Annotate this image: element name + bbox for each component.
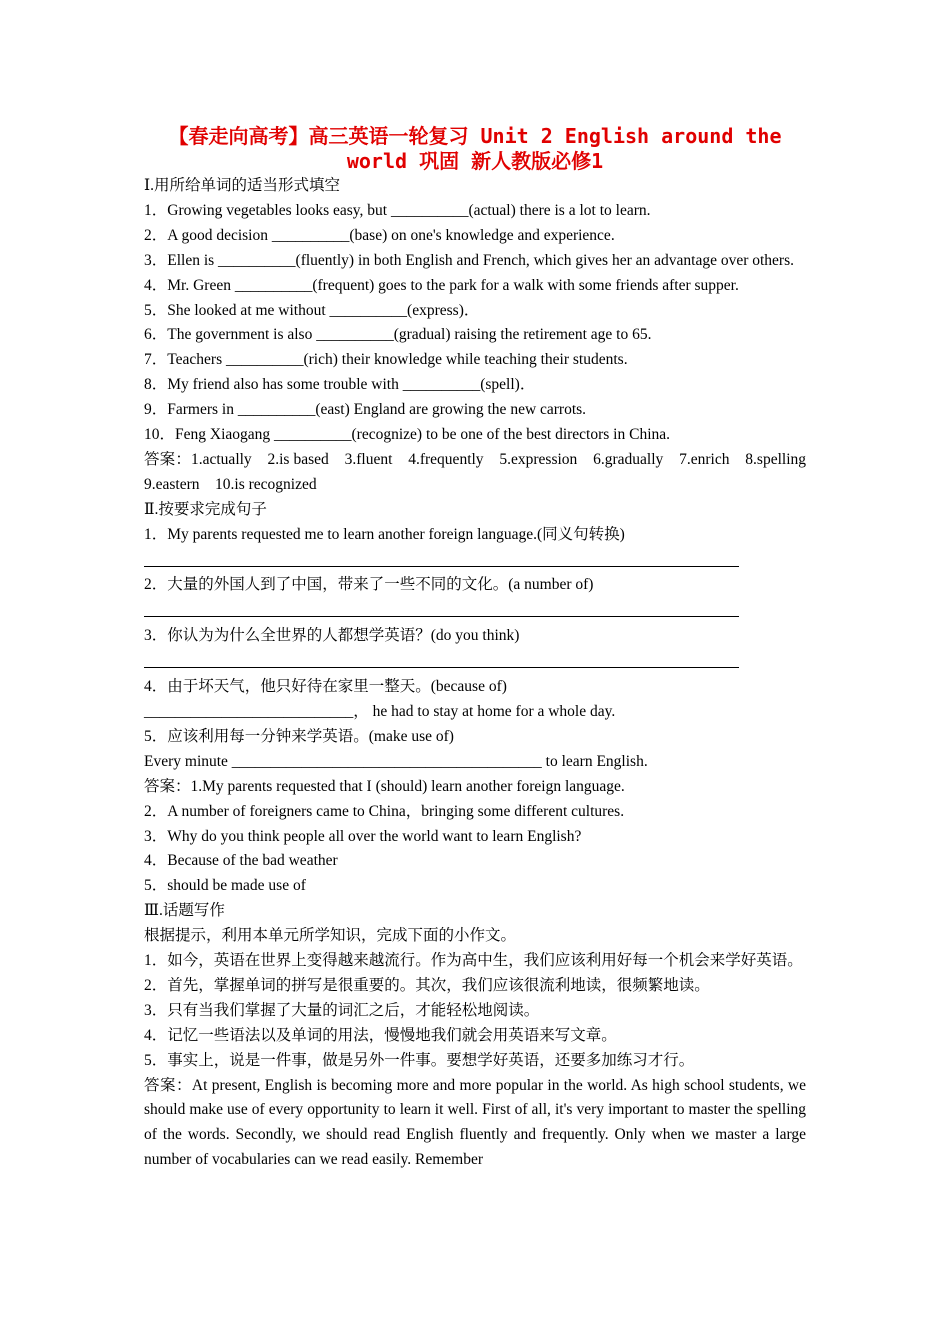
fill-in-line: Every minute ________________________________________ to learn English.: [144, 752, 648, 770]
question: 8．My friend also has some trouble with __________(spell)．: [144, 376, 536, 394]
question: 6．The government is also __________(gradual) raising the retirement age to 65.: [144, 326, 652, 344]
answer-line: 答案：1.My parents requested that I (should) learn another foreign language.: [144, 777, 625, 795]
question: 10．Feng Xiaogang __________(recognize) to be one of the best directors in China.: [144, 426, 671, 444]
writing-point: 3．只有当我们掌握了大量的词汇之后，才能轻松地阅读。: [144, 1001, 540, 1019]
question: 5．应该利用每一分钟来学英语。(make use of): [144, 727, 454, 745]
writing-point: 2．首先，掌握单词的拼写是很重要的。其次，我们应该很流利地读，很频繁地读。: [144, 976, 710, 994]
answer-line: 3．Why do you think people all over the world want to learn English?: [144, 827, 582, 845]
answer-blank-line: [144, 649, 739, 668]
question: 3．你认为为什么全世界的人都想学英语？(do you think): [144, 627, 520, 645]
question: 1．My parents requested me to learn another foreign language.(同义句转换): [144, 525, 625, 543]
writing-point: 5．事实上，说是一件事，做是另外一件事。要想学好英语，还要多加练习才行。: [144, 1051, 695, 1069]
answer-line: 4．Because of the bad weather: [144, 852, 338, 870]
section-1-heading: Ⅰ.用所给单词的适当形式填空: [144, 177, 340, 194]
question: 4．Mr. Green __________(frequent) goes to the park for a walk with some friends after supper.: [144, 276, 739, 294]
title-line-1: 【春走向高考】高三英语一轮复习 Unit 2 English around the: [168, 124, 782, 148]
writing-point: 4．记忆一些语法以及单词的用法，慢慢地我们就会用英语来写文章。: [144, 1026, 617, 1044]
document-title: [144, 124, 806, 174]
question: 1．Growing vegetables looks easy, but __________(actual) there is a lot to learn.: [144, 201, 651, 219]
question: 5．She looked at me without __________(express)．: [144, 301, 480, 319]
fill-in-line: ___________________________， he had to stay at home for a whole day.: [144, 702, 616, 720]
question: 7．Teachers __________(rich) their knowledge while teaching their students.: [144, 351, 628, 369]
question: 2．大量的外国人到了中国，带来了一些不同的文化。(a number of): [144, 576, 594, 594]
section-3-intro: 根据提示，利用本单元所学知识，完成下面的小作文。: [144, 927, 517, 945]
section-2-heading: Ⅱ.按要求完成句子: [144, 500, 267, 518]
section-3-heading: Ⅲ.话题写作: [144, 902, 225, 920]
section-3-answer: 答案：At present, English is becoming more and more popular in the world. As high school students, we should make use of every opportunity to learn it well. First of all, it's very important to master the spelling of the words. Secondly, we should read English fluently and frequently. Only when we master a large number of vocabularies can we read easily. Remember: [144, 1076, 806, 1169]
question: 9．Farmers in __________(east) England are growing the new carrots.: [144, 401, 587, 419]
section-1-answer: 答案：1.actually 2.is based 3.fluent 4.frequently 5.expression 6.gradually 7.enrich 8.spelling 9.eastern 10.is recognized: [144, 450, 822, 493]
answer-blank-line: [144, 598, 739, 617]
question: 2．A good decision __________(base) on one's knowledge and experience.: [144, 226, 615, 244]
title-line-2: world 巩固 新人教版必修1: [346, 149, 604, 173]
question: 4．由于坏天气，他只好待在家里一整天。(because of): [144, 678, 507, 696]
writing-point: 1．如今，英语在世界上变得越来越流行。作为高中生，我们应该利用好每一个机会来学好英语。: [144, 952, 803, 970]
document-body: [144, 174, 822, 1173]
question: 3．Ellen is __________(fluently) in both English and French, which gives her an advantage over others.: [144, 251, 794, 269]
answer-line: 5．should be made use of: [144, 877, 306, 895]
answer-line: 2．A number of foreigners came to China，bringing some different cultures.: [144, 802, 625, 820]
answer-blank-line: [144, 548, 739, 567]
